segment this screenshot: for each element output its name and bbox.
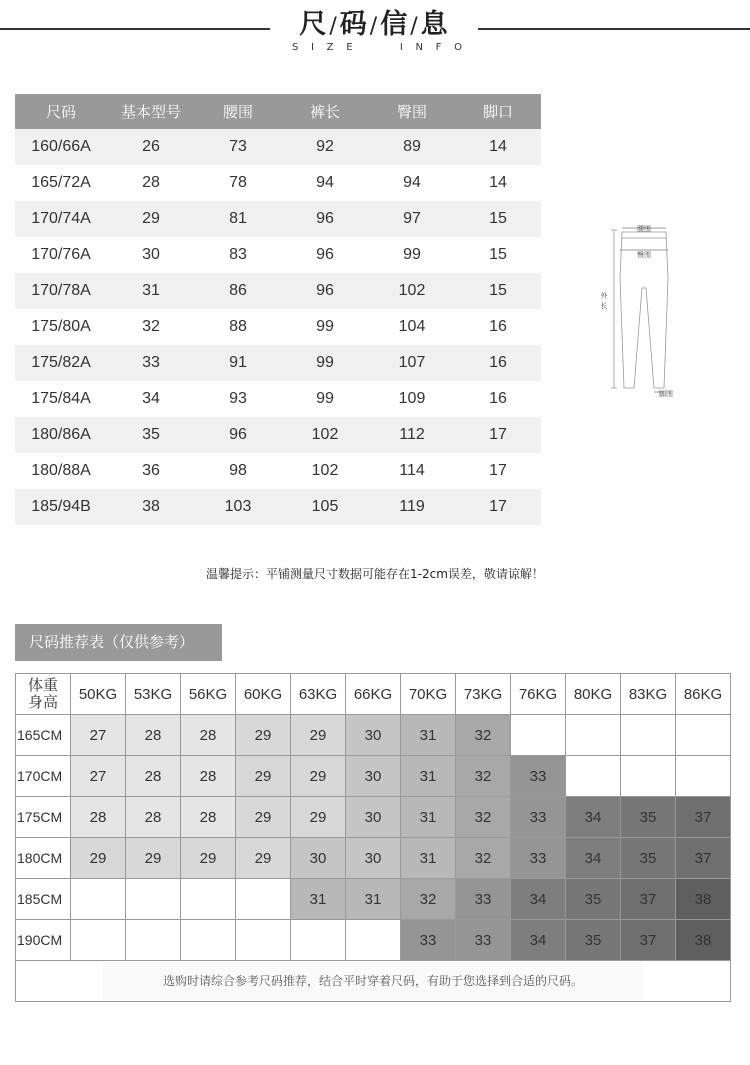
recommend-cell <box>566 715 621 756</box>
height-label: 165CM <box>16 715 71 756</box>
header-line-right <box>478 28 750 30</box>
size-cell: 98 <box>195 453 281 489</box>
recommend-cell <box>621 715 676 756</box>
size-cell: 170/78A <box>15 273 107 309</box>
recommend-cell: 32 <box>456 838 511 879</box>
size-cell: 83 <box>195 237 281 273</box>
size-cell: 175/84A <box>15 381 107 417</box>
size-table-row <box>15 237 541 273</box>
size-cell: 15 <box>455 237 541 273</box>
recommend-cell: 31 <box>401 797 456 838</box>
recommend-row <box>16 797 731 838</box>
size-cell: 96 <box>281 201 369 237</box>
size-cell: 15 <box>455 201 541 237</box>
recommend-cell: 32 <box>456 797 511 838</box>
weight-header: 66KG <box>346 674 401 715</box>
corner-cell <box>16 674 71 715</box>
size-cell: 28 <box>107 165 195 201</box>
page-title: 尺/码/信/息 <box>299 9 449 40</box>
size-cell: 31 <box>107 273 195 309</box>
size-cell: 91 <box>195 345 281 381</box>
recommend-cell: 29 <box>236 756 291 797</box>
size-table-header <box>15 94 541 129</box>
recommend-cell: 29 <box>236 715 291 756</box>
size-cell: 36 <box>107 453 195 489</box>
recommend-cell: 34 <box>511 920 566 961</box>
height-label: 180CM <box>16 838 71 879</box>
size-cell: 16 <box>455 309 541 345</box>
recommend-cell: 30 <box>346 797 401 838</box>
weight-header: 83KG <box>621 674 676 715</box>
size-cell: 86 <box>195 273 281 309</box>
recommend-cell <box>126 879 181 920</box>
recommend-cell: 29 <box>291 715 346 756</box>
recommend-cell: 37 <box>676 838 731 879</box>
recommend-cell <box>71 879 126 920</box>
recommend-cell <box>236 920 291 961</box>
recommend-cell: 32 <box>456 715 511 756</box>
recommend-cell: 27 <box>71 756 126 797</box>
recommend-cell: 31 <box>346 879 401 920</box>
size-cell: 105 <box>281 489 369 525</box>
size-cell: 160/66A <box>15 129 107 165</box>
recommend-cell: 28 <box>126 715 181 756</box>
weight-header: 60KG <box>236 674 291 715</box>
size-cell: 119 <box>369 489 455 525</box>
col-waist: 腰围 <box>195 94 281 129</box>
size-cell: 94 <box>369 165 455 201</box>
size-cell: 15 <box>455 273 541 309</box>
height-label: 170CM <box>16 756 71 797</box>
recommend-cell <box>291 920 346 961</box>
size-cell: 14 <box>455 165 541 201</box>
recommend-cell: 38 <box>676 920 731 961</box>
size-cell: 17 <box>455 417 541 453</box>
height-label: 175CM <box>16 797 71 838</box>
size-cell: 33 <box>107 345 195 381</box>
recommend-cell: 29 <box>181 838 236 879</box>
size-cell: 99 <box>281 381 369 417</box>
size-cell: 35 <box>107 417 195 453</box>
size-cell: 16 <box>455 381 541 417</box>
weight-header: 50KG <box>71 674 126 715</box>
size-cell: 175/82A <box>15 345 107 381</box>
recommend-cell: 34 <box>566 838 621 879</box>
size-cell: 104 <box>369 309 455 345</box>
size-table-row <box>15 273 541 309</box>
recommend-cell: 28 <box>181 715 236 756</box>
size-table-row <box>15 453 541 489</box>
recommend-cell <box>236 879 291 920</box>
size-cell: 185/94B <box>15 489 107 525</box>
recommend-row <box>16 715 731 756</box>
size-cell: 73 <box>195 129 281 165</box>
recommend-cell: 33 <box>401 920 456 961</box>
size-cell: 14 <box>455 129 541 165</box>
weight-header: 63KG <box>291 674 346 715</box>
recommend-cell: 35 <box>566 879 621 920</box>
col-hip: 臀围 <box>369 94 455 129</box>
size-cell: 99 <box>281 345 369 381</box>
size-table-row <box>15 381 541 417</box>
recommend-row <box>16 920 731 961</box>
recommend-cell: 27 <box>71 715 126 756</box>
size-cell: 99 <box>369 237 455 273</box>
size-cell: 94 <box>281 165 369 201</box>
size-cell: 29 <box>107 201 195 237</box>
size-table-row <box>15 489 541 525</box>
size-cell: 102 <box>369 273 455 309</box>
recommend-cell: 29 <box>291 797 346 838</box>
size-table-row <box>15 129 541 165</box>
footer-text: 选购时请综合参考尺码推荐，结合平时穿着尺码，有助于您选择到合适的尺码。 <box>103 962 643 1000</box>
col-size: 尺码 <box>15 94 107 129</box>
size-cell: 102 <box>281 417 369 453</box>
recommend-row <box>16 756 731 797</box>
size-cell: 180/88A <box>15 453 107 489</box>
weight-header: 80KG <box>566 674 621 715</box>
size-cell: 107 <box>369 345 455 381</box>
label-length-1: 外 <box>600 292 608 300</box>
weight-header: 73KG <box>456 674 511 715</box>
size-cell: 16 <box>455 345 541 381</box>
recommend-cell: 33 <box>511 797 566 838</box>
size-cell: 17 <box>455 489 541 525</box>
weight-header: 53KG <box>126 674 181 715</box>
label-hip: 臀围 <box>637 251 651 259</box>
size-cell: 109 <box>369 381 455 417</box>
recommend-cell: 28 <box>181 756 236 797</box>
height-label: 185CM <box>16 879 71 920</box>
recommend-cell: 29 <box>71 838 126 879</box>
size-table-row <box>15 165 541 201</box>
recommend-cell: 28 <box>126 797 181 838</box>
size-cell: 81 <box>195 201 281 237</box>
pants-diagram <box>594 218 684 398</box>
size-cell: 93 <box>195 381 281 417</box>
recommend-row <box>16 838 731 879</box>
recommend-cell: 37 <box>621 920 676 961</box>
size-cell: 114 <box>369 453 455 489</box>
size-cell: 96 <box>281 237 369 273</box>
label-length-2: 长 <box>600 302 608 310</box>
recommend-cell <box>346 920 401 961</box>
recommend-cell <box>621 756 676 797</box>
size-cell: 89 <box>369 129 455 165</box>
recommend-cell: 35 <box>621 797 676 838</box>
corner-weight: 体重 <box>27 676 58 694</box>
recommend-cell: 35 <box>621 838 676 879</box>
size-cell: 30 <box>107 237 195 273</box>
corner-height: 身高 <box>27 693 58 711</box>
size-table-row <box>15 309 541 345</box>
size-cell: 38 <box>107 489 195 525</box>
label-hem: 脚围 <box>659 390 673 398</box>
recommend-cell: 29 <box>236 797 291 838</box>
size-cell: 102 <box>281 453 369 489</box>
recommend-cell <box>71 920 126 961</box>
size-cell: 103 <box>195 489 281 525</box>
size-cell: 175/80A <box>15 309 107 345</box>
size-cell: 112 <box>369 417 455 453</box>
recommend-cell <box>511 715 566 756</box>
recommend-cell: 33 <box>511 838 566 879</box>
size-table-row <box>15 345 541 381</box>
recommend-cell: 29 <box>291 756 346 797</box>
recommend-cell: 32 <box>401 879 456 920</box>
recommend-cell <box>676 715 731 756</box>
recommend-cell: 28 <box>126 756 181 797</box>
recommend-cell: 30 <box>346 715 401 756</box>
size-cell: 26 <box>107 129 195 165</box>
header-line-left <box>0 28 270 30</box>
weight-header: 86KG <box>676 674 731 715</box>
recommend-cell: 31 <box>401 838 456 879</box>
size-cell: 96 <box>195 417 281 453</box>
recommend-cell <box>566 756 621 797</box>
size-cell: 34 <box>107 381 195 417</box>
recommend-cell: 37 <box>621 879 676 920</box>
weight-header: 56KG <box>181 674 236 715</box>
recommend-cell: 31 <box>401 756 456 797</box>
height-label: 190CM <box>16 920 71 961</box>
recommend-cell: 29 <box>236 838 291 879</box>
recommend-cell: 35 <box>566 920 621 961</box>
recommend-cell: 30 <box>346 838 401 879</box>
size-cell: 97 <box>369 201 455 237</box>
recommend-cell: 30 <box>346 756 401 797</box>
size-table <box>15 94 541 525</box>
recommend-row <box>16 879 731 920</box>
size-cell: 96 <box>281 273 369 309</box>
recommend-cell: 33 <box>456 879 511 920</box>
weight-header: 70KG <box>401 674 456 715</box>
recommend-title: 尺码推荐表（仅供参考） <box>15 624 222 661</box>
size-cell: 78 <box>195 165 281 201</box>
col-length: 裤长 <box>281 94 369 129</box>
recommend-footer <box>16 961 731 1002</box>
col-base-model: 基本型号 <box>107 94 195 129</box>
col-hem: 脚口 <box>455 94 541 129</box>
recommend-cell: 33 <box>456 920 511 961</box>
recommend-cell: 29 <box>126 838 181 879</box>
recommend-cell: 31 <box>291 879 346 920</box>
recommend-cell: 32 <box>456 756 511 797</box>
recommend-cell: 28 <box>71 797 126 838</box>
weight-header: 76KG <box>511 674 566 715</box>
size-cell: 32 <box>107 309 195 345</box>
size-cell: 180/86A <box>15 417 107 453</box>
size-cell: 88 <box>195 309 281 345</box>
recommend-cell: 38 <box>676 879 731 920</box>
recommend-cell: 34 <box>566 797 621 838</box>
page-subtitle: S I Z E I N F O <box>292 42 462 53</box>
recommend-cell: 28 <box>181 797 236 838</box>
recommend-table <box>15 673 731 1002</box>
recommend-cell <box>181 879 236 920</box>
recommend-cell: 34 <box>511 879 566 920</box>
recommend-cell <box>126 920 181 961</box>
recommend-header <box>16 674 731 715</box>
measurement-note: 温馨提示：平铺测量尺寸数据可能存在1-2cm误差，敬请谅解！ <box>206 567 544 581</box>
recommend-cell: 37 <box>676 797 731 838</box>
recommend-cell: 31 <box>401 715 456 756</box>
size-cell: 170/74A <box>15 201 107 237</box>
size-cell: 92 <box>281 129 369 165</box>
recommend-cell: 30 <box>291 838 346 879</box>
size-table-row <box>15 201 541 237</box>
size-cell: 99 <box>281 309 369 345</box>
size-table-row <box>15 417 541 453</box>
recommend-cell <box>676 756 731 797</box>
recommend-cell: 33 <box>511 756 566 797</box>
size-cell: 17 <box>455 453 541 489</box>
label-waist: 腰围 <box>637 225 651 233</box>
size-cell: 165/72A <box>15 165 107 201</box>
size-cell: 170/76A <box>15 237 107 273</box>
recommend-cell <box>181 920 236 961</box>
